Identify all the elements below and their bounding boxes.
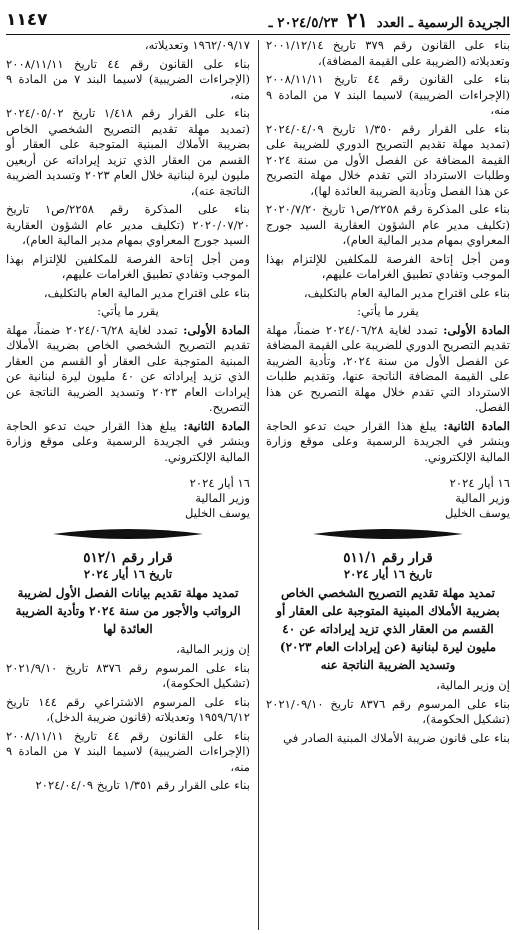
header-title-prefix: الجريدة الرسمية ـ العدد bbox=[376, 15, 510, 31]
article-label: المادة الثانية: bbox=[183, 418, 250, 433]
decides-line: يقرر ما يأتي: bbox=[97, 304, 159, 318]
decision-subject: تمديد مهلة تقديم بيانات الفصل الأول لضريبة الرواتب والأجور من سنة ٢٠٢٤ وتأدية الضريبة العائدة لها bbox=[15, 586, 241, 636]
article-label: المادة الثانية: bbox=[443, 418, 510, 433]
paragraph: بناء على المذكرة رقم ٢٢٥٨/ص١ تاريخ ٢٠٢٠/٧/٢٠ (تكليف مدير عام الشؤون العقارية السيد جورج المعراوي بمهام مدير المالية العام)، bbox=[266, 202, 510, 247]
paragraph: ومن أجل إتاحة الفرصة للمكلفين للإلتزام بهذا الموجب وتفادي تطبيق الغرامات عليهم، bbox=[266, 251, 510, 281]
paragraph: بناء على اقتراح مدير المالية العام بالتكليف، bbox=[303, 285, 510, 300]
paragraph: بناء على القرار رقم ١/٣٥١ تاريخ ٢٠٢٤/٠٤/٠٩ bbox=[35, 778, 250, 792]
paragraph: بناء على قانون ضريبة الأملاك المبنية الصادر في bbox=[283, 730, 510, 745]
article-text: تمدد لغاية ٢٠٢٤/٠٦/٢٨ ضمناً، مهلة تقديم التصريح الشخصي الخاص بضريبة الأملاك المبنية المتوجبة على العقار أو القسم من العقار الذي تزيد إيراداته عن ٤٠ مليون ليرة لبنانية عن إيرادات العام ٢٠٢٣ وتسديد الضريبة الناتجة عن التصريح. bbox=[6, 322, 250, 414]
paragraph: ومن أجل إتاحة الفرصة للمكلفين للإلتزام بهذا الموجب وتفادي تطبيق الغرامات عليهم، bbox=[6, 251, 250, 281]
signature-name: يوسف الخليل bbox=[185, 506, 250, 520]
page-number: ١١٤٧ bbox=[6, 10, 48, 30]
paragraph: بناء على المرسوم رقم ٨٣٧٦ تاريخ ٢٠٢١/٠٩/١٠ (تشكيل الحكومة)، bbox=[266, 696, 510, 726]
article-text: تمدد لغاية ٢٠٢٤/٠٦/٢٨ ضمناً، مهلة تقديم التصريح الدوري للضريبة على القيمة المضافة عن الفصل الأول من سنة ٢٠٢٤، وتأدية الضريبة على القيمة المضافة الناتجة عنها، وتقديم طلبات الاسترداد التي تقدم خلال مهلة التصريح عن هذا الفصل. bbox=[266, 322, 510, 414]
article-1 bbox=[6, 323, 250, 416]
signature-date: ١٦ أيار ٢٠٢٤ bbox=[449, 476, 510, 490]
decides-line: يقرر ما يأتي: bbox=[357, 304, 419, 318]
paragraph: إن وزير المالية، bbox=[176, 642, 250, 656]
paragraph: بناء على المرسوم الاشتراعي رقم ١٤٤ تاريخ ١٩٥٩/٦/١٢ وتعديلاته (قانون ضريبة الدخل)، bbox=[6, 694, 250, 724]
paragraph: بناء على المرسوم رقم ٨٣٧٦ تاريخ ٢٠٢١/٩/١٠ (تشكيل الحكومة)، bbox=[6, 660, 250, 690]
signature-title: وزير المالية bbox=[455, 491, 510, 505]
paragraph: ١٩٦٢/٠٩/١٧ وتعديلاته، bbox=[144, 38, 250, 52]
article-1 bbox=[266, 323, 510, 416]
article-label: المادة الأولى: bbox=[183, 322, 250, 337]
paragraph: بناء على اقتراح مدير المالية العام بالتكليف، bbox=[43, 285, 250, 300]
decision-title: قرار رقم ٥١٢/١ bbox=[83, 550, 173, 566]
paragraph: بناء على المذكرة رقم ٢٢٥٨/ص١ تاريخ ٢٠٢٠/٠٧/٢٠ (تكليف مدير عام الشؤون العقارية السيد جورج المعراوي بمهام مدير المالية العام)، bbox=[6, 202, 250, 247]
article-2 bbox=[6, 419, 250, 466]
paragraph: إن وزير المالية، bbox=[436, 678, 510, 692]
signature-name: يوسف الخليل bbox=[445, 506, 510, 520]
paragraph: بناء على القرار رقم ١/٤١٨ تاريخ ٢٠٢٤/٠٥/٠٢ (تمديد مهلة تقديم التصريح الشخصي الخاص بضريبة الأملاك المبنية المتوجبة على العقار أو القسم من العقار الذي تزيد إيراداته عن أربعين مليون ليرة لبنانية خلال العام ٢٠٢٣ وتسديد الضريبة الناتجة عنه)، bbox=[6, 106, 250, 198]
right-column bbox=[266, 38, 510, 749]
decision-subject: تمديد مهلة تقديم التصريح الشخصي الخاص بضريبة الأملاك المبنية المتوجبة على العقار أو القسم من العقار الذي تزيد إيراداته عن ٤٠ مليون ليرة لبنانية (عن إيرادات العام ٢٠٢٣) وتسديد الضريبة الناتجة عنه bbox=[276, 586, 500, 672]
paragraph: بناء على القانون رقم ٤٤ تاريخ ٢٠٠٨/١١/١١ (الإجراءات الضريبية) لاسيما البند ٧ من المادة ٩ منه، bbox=[266, 72, 510, 117]
article-label: المادة الأولى: bbox=[443, 322, 510, 337]
article-text: يبلغ هذا القرار حيث تدعو الحاجة وينشر في الجريدة الرسمية وعلى موقع وزارة المالية الإلكتروني. bbox=[266, 418, 510, 464]
signature-date: ١٦ أيار ٢٠٢٤ bbox=[189, 476, 250, 490]
ornament-divider bbox=[313, 527, 463, 541]
decision-title: قرار رقم ٥١١/١ bbox=[343, 550, 433, 566]
article-text: يبلغ هذا القرار حيث تدعو الحاجة وينشر في الجريدة الرسمية وعلى موقع وزارة المالية الإلكتروني. bbox=[6, 418, 250, 464]
paragraph: بناء على القرار رقم ١/٣٥٠ تاريخ ٢٠٢٤/٠٤/٠٩ (تمديد مهلة تقديم التصريح الدوري للضريبة على القيمة المضافة عن الفصل الأول من سنة ٢٠٢٤ وطلبات الاسترداد التي تقدم خلال مهلة التصريح عن هذا الفصل وتأدية الضريبة العائدة لها)، bbox=[266, 121, 510, 198]
article-2 bbox=[266, 419, 510, 466]
decision-date: تاريخ ١٦ أيار ٢٠٢٤ bbox=[83, 567, 173, 581]
header-issue-number: ٢١ bbox=[346, 8, 369, 32]
header-date: ٢٠٢٤/٥/٢٣ ـ bbox=[268, 15, 338, 31]
paragraph: بناء على القانون رقم ٣٧٩ تاريخ ٢٠٠١/١٢/١٤ وتعديلاته (الضريبة على القيمة المضافة)، bbox=[266, 38, 510, 68]
column-separator bbox=[258, 40, 259, 930]
left-column bbox=[6, 38, 250, 797]
paragraph: بناء على القانون رقم ٤٤ تاريخ ٢٠٠٨/١١/١١ (الإجراءات الضريبية) لاسيما البند ٧ من المادة ٩ منه، bbox=[6, 728, 250, 774]
ornament-divider bbox=[53, 527, 203, 541]
page-header bbox=[6, 6, 510, 35]
signature-title: وزير المالية bbox=[195, 491, 250, 505]
paragraph: بناء على القانون رقم ٤٤ تاريخ ٢٠٠٨/١١/١١ (الإجراءات الضريبية) لاسيما البند ٧ من المادة ٩ منه، bbox=[6, 56, 250, 102]
header-title bbox=[269, 8, 510, 32]
decision-date: تاريخ ١٦ أيار ٢٠٢٤ bbox=[343, 567, 433, 581]
